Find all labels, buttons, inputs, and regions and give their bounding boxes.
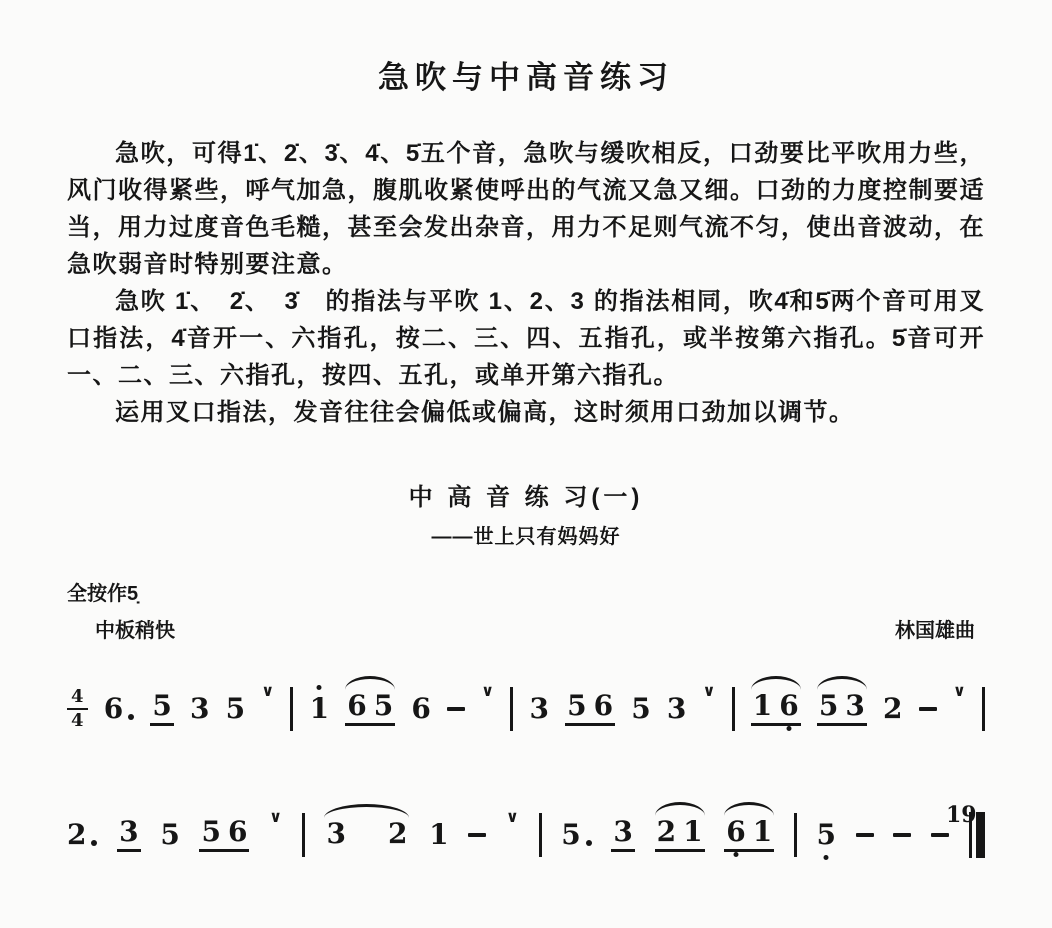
note-digit: 6 — [726, 815, 746, 848]
note — [201, 815, 221, 848]
note-digit: 5 — [152, 689, 172, 722]
note — [816, 818, 837, 851]
note — [103, 692, 134, 725]
breath-mark: ∨ — [952, 681, 966, 700]
note — [656, 815, 677, 848]
note-group — [117, 815, 140, 852]
barline — [794, 813, 797, 857]
breath-mark: ∨ — [261, 681, 275, 700]
note-group — [150, 689, 173, 726]
note-digit: 6 — [347, 689, 367, 722]
sustain-dash — [919, 707, 937, 711]
note-group — [751, 689, 801, 726]
note-digit: 3 — [189, 692, 210, 725]
music-notation — [67, 677, 985, 867]
note — [347, 689, 367, 722]
slur-arc — [817, 676, 867, 690]
sustain-dash — [893, 833, 911, 837]
note — [752, 815, 773, 848]
note-digit: 5 — [201, 815, 221, 848]
note-digit: 6 — [103, 692, 124, 725]
time-signature-numerator: 4 — [67, 688, 88, 710]
barline — [302, 813, 305, 857]
paragraph-2: 急吹 1̇、 2̇、 3̇ 的指法与平吹 1、2、3 的指法相同，吹4̇和5̇两个音可用叉口指法，4̇音开一、六指孔，按二、三、四、五指孔，或半按第六指孔。5̇音可开一、二、三、六指孔，按四、五孔，或单开第六指孔。 — [67, 288, 985, 389]
octave-dot-below — [787, 726, 792, 731]
note-group — [199, 815, 249, 852]
note — [666, 692, 687, 725]
note-digit: 6 — [593, 689, 614, 722]
note-group — [655, 815, 705, 852]
sustain-dash — [931, 833, 949, 837]
note-digit: 5 — [816, 818, 837, 851]
octave-dot-above — [317, 685, 322, 690]
note-digit: 6 — [411, 692, 431, 725]
page-number: 19 — [946, 802, 977, 828]
note-group — [565, 689, 615, 726]
note — [411, 692, 431, 725]
augmentation-dot — [91, 840, 97, 846]
composer-credit: 林国雄曲 — [895, 620, 975, 642]
note — [119, 815, 139, 848]
note-digit: 6 — [227, 815, 248, 848]
note-group — [324, 816, 409, 851]
note — [309, 692, 330, 725]
note-digit: 1 — [429, 818, 449, 851]
barline — [510, 687, 513, 731]
barline — [732, 687, 735, 731]
slur-arc — [324, 804, 409, 818]
note-digit: 2 — [387, 816, 408, 850]
note — [529, 692, 549, 725]
note — [227, 815, 248, 848]
final-barline-thick — [976, 812, 985, 858]
slur-arc — [655, 802, 705, 816]
slur-arc — [751, 676, 801, 690]
note-digit: 2 — [67, 818, 87, 851]
slur-arc — [345, 676, 395, 690]
note — [326, 816, 346, 850]
note — [152, 689, 172, 722]
instruction-text — [67, 135, 985, 431]
note-digit: 2 — [656, 815, 677, 848]
note — [613, 815, 633, 848]
note — [160, 818, 180, 851]
note — [561, 818, 591, 851]
page-title: 急吹与中高音练习 — [378, 60, 674, 95]
note-digit: 5 — [818, 689, 839, 722]
tempo-marking: 中板稍快 — [95, 620, 175, 642]
paragraph-3: 运用叉口指法，发音往往会偏低或偏高，这时须用口劲加以调节。 — [115, 399, 855, 426]
note — [752, 689, 773, 722]
barline — [539, 813, 542, 857]
breath-mark: ∨ — [269, 807, 283, 826]
note-digit: 3 — [119, 815, 139, 848]
note — [631, 692, 651, 725]
note-digit: 5 — [225, 692, 246, 725]
score-subtitle: ——世上只有妈妈好 — [431, 526, 621, 548]
breath-mark: ∨ — [702, 681, 716, 700]
time-signature-denominator: 4 — [71, 710, 84, 731]
note — [225, 692, 246, 725]
sustain-dash — [447, 707, 465, 711]
note-digit: 3 — [613, 815, 633, 848]
note — [726, 815, 746, 848]
augmentation-dot — [128, 714, 134, 720]
note — [67, 818, 97, 851]
note — [779, 689, 799, 722]
note-digit: 1 — [309, 692, 330, 725]
note — [567, 689, 587, 722]
note-digit: 3 — [666, 692, 687, 725]
note-digit: 1 — [752, 689, 773, 722]
octave-dot-below — [824, 855, 829, 860]
key-signature: 全按作5̣ — [67, 583, 139, 605]
breath-mark: ∨ — [481, 681, 495, 700]
barline — [982, 687, 985, 731]
score-line-2 — [67, 803, 985, 867]
note — [845, 689, 865, 722]
note-digit: 5 — [160, 818, 180, 851]
note — [818, 689, 839, 722]
note-digit: 5 — [567, 689, 587, 722]
paragraph-1: 急吹，可得1̇、2̇、3̇、4̇、5̇五个音，急吹与缓吹相反，口劲要比平吹用力些，风门收得紧些，呼气加急，腹肌收紧使呼出的气流又急又细。口劲的力度控制要适当，用力过度音色毛糙，甚至会发出杂音，用力不足则气流不匀，使出音波动，在急吹弱音时特别要注意。 — [67, 140, 985, 278]
note — [373, 689, 394, 722]
note-group — [817, 689, 867, 726]
score-title: 中 高 音 练 习(一) — [408, 484, 644, 511]
note-digit: 3 — [529, 692, 549, 725]
note-digit: 3 — [326, 816, 346, 850]
note-digit: 6 — [779, 689, 799, 722]
note-digit: 2 — [883, 692, 903, 725]
score-meta — [67, 577, 985, 643]
time-signature — [67, 688, 88, 730]
note-digit: 5 — [631, 692, 651, 725]
note-digit: 3 — [845, 689, 865, 722]
note — [387, 816, 408, 850]
note-group — [345, 689, 395, 726]
augmentation-dot — [586, 840, 592, 846]
note-digit: 1 — [683, 815, 703, 848]
barline — [290, 687, 293, 731]
score-header — [0, 477, 1052, 549]
note-group — [611, 815, 634, 852]
octave-dot-below — [733, 852, 738, 857]
breath-mark: ∨ — [505, 807, 519, 826]
note — [189, 692, 210, 725]
note-digit: 5 — [561, 818, 581, 851]
note-digit: 1 — [752, 815, 773, 848]
note — [883, 692, 903, 725]
sustain-dash — [468, 833, 486, 837]
note — [593, 689, 614, 722]
sustain-dash — [856, 833, 874, 837]
note-digit: 5 — [373, 689, 394, 722]
note-group — [724, 815, 774, 852]
note — [683, 815, 703, 848]
score-line-1 — [67, 677, 985, 741]
slur-arc — [724, 802, 774, 816]
note — [429, 818, 449, 851]
